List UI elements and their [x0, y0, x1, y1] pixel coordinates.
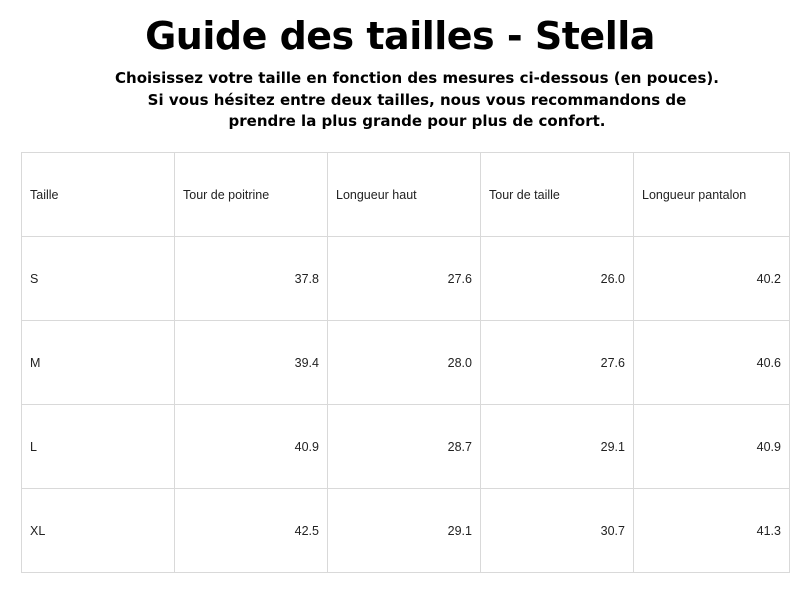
- table-row: [22, 237, 790, 321]
- table-header-row: [22, 153, 790, 237]
- waist-cell: 30.7: [481, 489, 634, 573]
- chest-cell: 40.9: [175, 405, 328, 489]
- page-title: Guide des tailles - Stella: [145, 14, 655, 58]
- chest-cell: 37.8: [175, 237, 328, 321]
- size-table: [21, 152, 790, 573]
- pant-length-cell: 40.2: [634, 237, 790, 321]
- top-length-cell: 28.0: [328, 321, 481, 405]
- top-length-cell: 29.1: [328, 489, 481, 573]
- chest-cell: 42.5: [175, 489, 328, 573]
- pant-length-cell: 40.6: [634, 321, 790, 405]
- chest-cell: 39.4: [175, 321, 328, 405]
- size-cell: L: [22, 405, 175, 489]
- waist-cell: 29.1: [481, 405, 634, 489]
- table-row: [22, 489, 790, 573]
- header-pant-length: Longueur pantalon: [634, 153, 790, 237]
- pant-length-cell: 41.3: [634, 489, 790, 573]
- header-chest: Tour de poitrine: [175, 153, 328, 237]
- top-length-cell: 28.7: [328, 405, 481, 489]
- table-row: [22, 321, 790, 405]
- waist-cell: 27.6: [481, 321, 634, 405]
- header-size: Taille: [22, 153, 175, 237]
- header-top-length: Longueur haut: [328, 153, 481, 237]
- intro-text: Choisissez votre taille en fonction des mesures ci-dessous (en pouces). Si vous hésitez entre deux tailles, nous vous recommandons de prendre la plus grande pour plus de confort.: [115, 69, 719, 130]
- size-cell: M: [22, 321, 175, 405]
- pant-length-cell: 40.9: [634, 405, 790, 489]
- table-row: [22, 405, 790, 489]
- header-waist: Tour de taille: [481, 153, 634, 237]
- size-cell: XL: [22, 489, 175, 573]
- size-cell: S: [22, 237, 175, 321]
- top-length-cell: 27.6: [328, 237, 481, 321]
- waist-cell: 26.0: [481, 237, 634, 321]
